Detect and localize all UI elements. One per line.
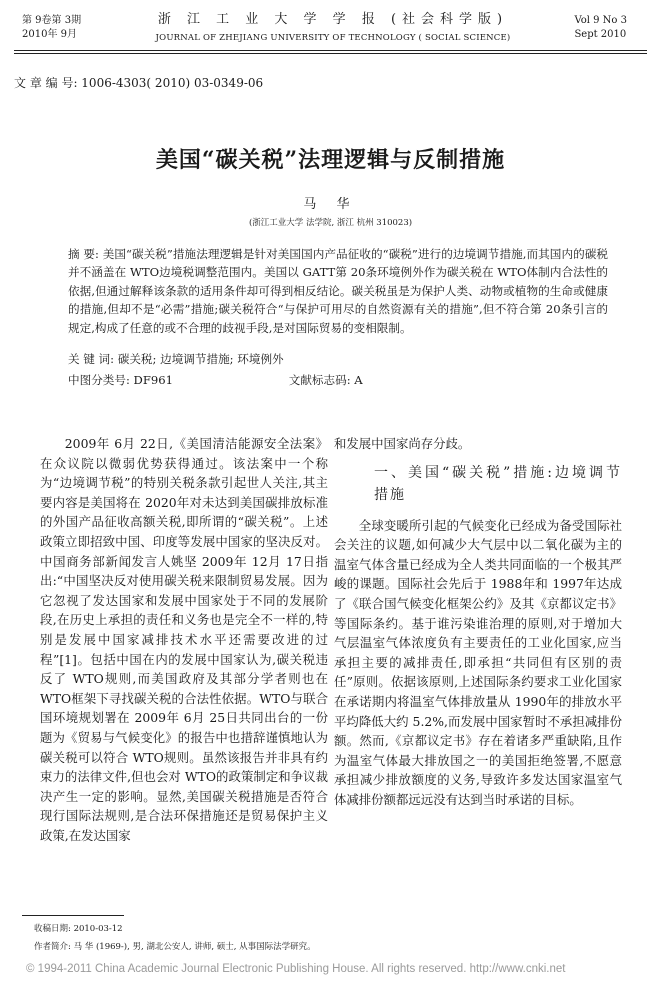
body-paragraph-continued: 和发展中国家尚存分歧。 xyxy=(334,436,471,451)
issue-date: 2010年 9月 xyxy=(22,29,77,40)
body-paragraph: 全球变暖所引起的气候变化已经成为备受国际社会关注的议题,如何减少大气层中以二氧化碳为主的温室气体含量已经成为全人类共同面临的一个极其严峻的课题。国际社会先后于 1988年和 1997年达成了《联合国气候变化框架公约》及其《京都议定书》等国际条约。基于谁污染谁治理的原则,对于增加大气层温室气体浓度负有主要责任的工业化国家,应当承担主要的减排责任,即承担“共同但有区别的责任”原则。依据该原则,上述国际条约要求工业化国家在承诺期内将温室气体排放量从 1990年的排放水平平均降低大约 5.2%,而发展中国家暂时不承担减排份额。然而,《京都议定书》存在着诸多严重缺陷,且作为温室气体最大排放国之一的美国拒绝签署,不愿意承担减少排放额度的义务,导致许多发达国家温室气体减排份额都远远没有达到当时承诺的目标。 xyxy=(334,517,622,807)
abstract: 摘 要: 美国“碳关税”措施法理逻辑是针对美国国内产品征收的“碳税”进行的边境调节措施,而其国内的碳税并不涵盖在 WTO边境税调整范围内。美国以 GATT第 20条环境例外作为碳关税在 WTO体制内合法性的依据,但通过解释该条款的适用条件却可得到相反结论。碳关税虽是为保护人类、动物或植物的生命或健康的措施,但却不是“必需”措施;碳关税符合“与保护可用尽的自然资源有关的措施”,但不符合第 20条引言的规定,构成了任意的或不合理的歧视手段,是对国际贸易的变相限制。 xyxy=(68,247,608,335)
footnote-rule xyxy=(22,915,124,916)
header-rule-thin xyxy=(14,53,647,54)
classification-line xyxy=(68,372,363,388)
classification-code: 中图分类号: DF961 xyxy=(68,373,174,387)
footnote-author-bio: 作者简介: 马 华 (1969-), 男, 湖北公安人, 讲师, 硕士, 从事国际法学研究。 xyxy=(34,942,316,952)
body-column-left xyxy=(40,434,328,845)
volume-info xyxy=(574,14,627,42)
journal-name-cn: 浙 江 工 业 大 学 学 报 (社会科学版) xyxy=(157,12,509,27)
volume-number: Vol 9 No 3 xyxy=(574,15,627,26)
keywords: 关 键 词: 碳关税; 边境调节措施; 环境例外 xyxy=(68,352,284,366)
footnote-received: 收稿日期: 2010-03-12 xyxy=(34,924,123,934)
article-title: 美国“碳关税”法理逻辑与反制措施 xyxy=(155,147,506,173)
article-number: 文 章 编 号: 1006-4303( 2010) 03-0349-06 xyxy=(14,76,264,90)
body-paragraph: 2009年 6月 22日,《美国清洁能源安全法案》在众议院以微弱优势获得通过。该法案中一个称为“边境调节税”的特别关税条款引起世人关注,其主要内容是美国将在 2020年对未达到美国碳排放标准的外国产品征收高额关税,即所谓的“碳关税”。上述政策立即招致中国、印度等发展中国家的坚决反对。中国商务部新闻发言人姚坚 2009年 12月 17日指出:“中国坚决反对使用碳关税来限制贸易发展。因为它忽视了发达国家和发展中国家处于不同的发展阶段,在历史上承担的责任和义务也是完全不一样的,特别是发展中国家减排技术水平还需要改进的过程”[1]。包括中国在内的发展中国家认为,碳关税违反了 WTO规则,而美国政府及其部分学者则也在 WTO框架下寻找碳关税的合法性依据。WTO与联合国环境规划署在 2009年 6月 25日共同出台的一份题为《贸易与气候变化》的报告中也措辞谨慎地认为碳关税可以符合 WTO规则。虽然该报告并非具有约束力的法律文件,但也会对 WTO的政策制定和争议裁决产生一定的影响。显然,美国碳关税措施是否符合现行国际法规则,是合法环保措施还是贸易保护主义政策,在发达国家 xyxy=(40,436,328,843)
body-column-right xyxy=(334,434,622,810)
author-affiliation: (浙江工业大学 法学院, 浙江 杭州 310023) xyxy=(248,218,413,228)
header-rule xyxy=(14,50,647,51)
journal-name-en: JOURNAL OF ZHEJIANG UNIVERSITY OF TECHNOLOGY ( SOCIAL SCIENCE) xyxy=(155,33,511,43)
issue-number: 第 9卷第 3期 xyxy=(22,15,82,26)
author-name: 马 华 xyxy=(303,197,358,212)
section-heading: 一、美国“碳关税”措施:边境调节措施 xyxy=(374,464,622,503)
document-code: 文献标志码: A xyxy=(288,373,363,387)
journal-name xyxy=(128,12,538,45)
volume-date: Sept 2010 xyxy=(574,29,627,40)
issue-info xyxy=(22,14,81,42)
copyright-watermark: © 1994-2011 China Academic Journal Electronic Publishing House. All rights reserved. http://www.cnki.net xyxy=(26,963,566,975)
